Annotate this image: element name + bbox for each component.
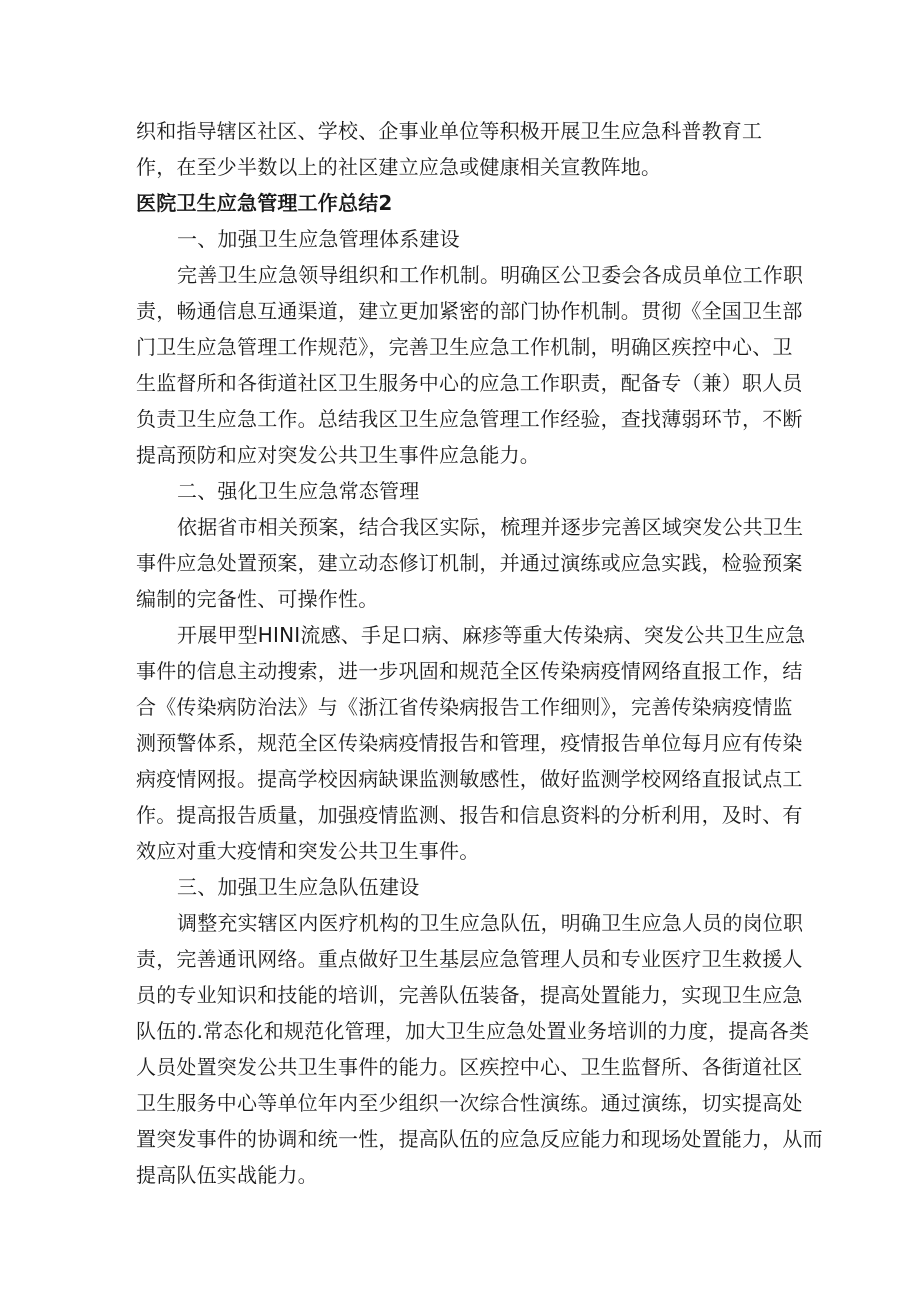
text-line: 置突发事件的协调和统一性，提高队伍的应急反应能力和现场处置能力，从而 (136, 1127, 823, 1151)
text-line: 队伍的.常态化和规范化管理，加大卫生应急处置业务培训的力度，提高各类 (136, 1019, 810, 1043)
text-line: 调整充实辖区内医疗机构的卫生应急队伍，明确卫生应急人员的岗位职 (177, 911, 804, 935)
text-line: 门卫生应急管理工作规范》，完善卫生应急工作机制，明确区疾控中心、卫 (136, 335, 793, 359)
text-line: 责，完善通讯网络。重点做好卫生基层应急管理人员和专业医疗卫生救援人 (136, 947, 803, 971)
text-line: 完善卫生应急领导组织和工作机制。明确区公卫委会各成员单位工作职 (177, 263, 804, 287)
text-line: 负责卫生应急工作。总结我区卫生应急管理工作经验，查找薄弱环节，不断 (136, 407, 803, 431)
text-line: 效应对重大疫情和突发公共卫生事件。 (136, 839, 480, 863)
text-line: 开展甲型HINI流感、手足口病、麻疹等重大传染病、突发公共卫生应急 (177, 623, 806, 647)
text-line: 责，畅通信息互通渠道，建立更加紧密的部门协作机制。贯彻《全国卫生部 (136, 299, 803, 323)
text-line: 作，在至少半数以上的社区建立应急或健康相关宣教阵地。 (136, 155, 662, 179)
text-line: 测预警体系，规范全区传染病疫情报告和管理，疫情报告单位每月应有传染 (136, 731, 803, 755)
text-line: 事件应急处置预案，建立动态修订机制，并通过演练或应急实践，检验预案 (136, 551, 803, 575)
text-line: 提高预防和应对突发公共卫生事件应急能力。 (136, 443, 540, 467)
heading-3: 三、加强卫生应急队伍建设 (177, 875, 420, 899)
text-line: 人员处置突发公共卫生事件的能力。区疾控中心、卫生监督所、各街道社区 (136, 1055, 803, 1079)
text-line: 编制的完备性、可操作性。 (136, 587, 379, 611)
text-line: 依据省市相关预案，结合我区实际，梳理并逐步完善区域突发公共卫生 (177, 515, 804, 539)
heading-1: 一、加强卫生应急管理体系建设 (177, 227, 460, 251)
text-line: 合《传染病防治法》与《浙江省传染病报告工作细则》，完善传染病疫情监 (136, 695, 793, 719)
heading-2: 二、强化卫生应急常态管理 (177, 479, 420, 503)
text-line: 生监督所和各街道社区卫生服务中心的应急工作职责，配备专（兼）职人员 (136, 371, 803, 395)
text-line: 织和指导辖区社区、学校、企事业单位等积极开展卫生应急科普教育工 (136, 119, 763, 143)
text-line: 作。提高报告质量，加强疫情监测、报告和信息资料的分析利用，及时、有 (136, 803, 803, 827)
text-line: 病疫情网报。提高学校因病缺课监测敏感性，做好监测学校网络直报试点工 (136, 767, 803, 791)
text-line: 事件的信息主动搜索，进一步巩固和规范全区传染病疫情网络直报工作，结 (136, 659, 803, 683)
text-line: 员的专业知识和技能的培训，完善队伍装备，提高处置能力，实现卫生应急 (136, 983, 803, 1007)
text-line: 提高队伍实战能力。 (136, 1163, 318, 1187)
text-line: 卫生服务中心等单位年内至少组织一次综合性演练。通过演练，切实提高处 (136, 1091, 803, 1115)
section-title: 医院卫生应急管理工作总结2 (136, 191, 393, 215)
